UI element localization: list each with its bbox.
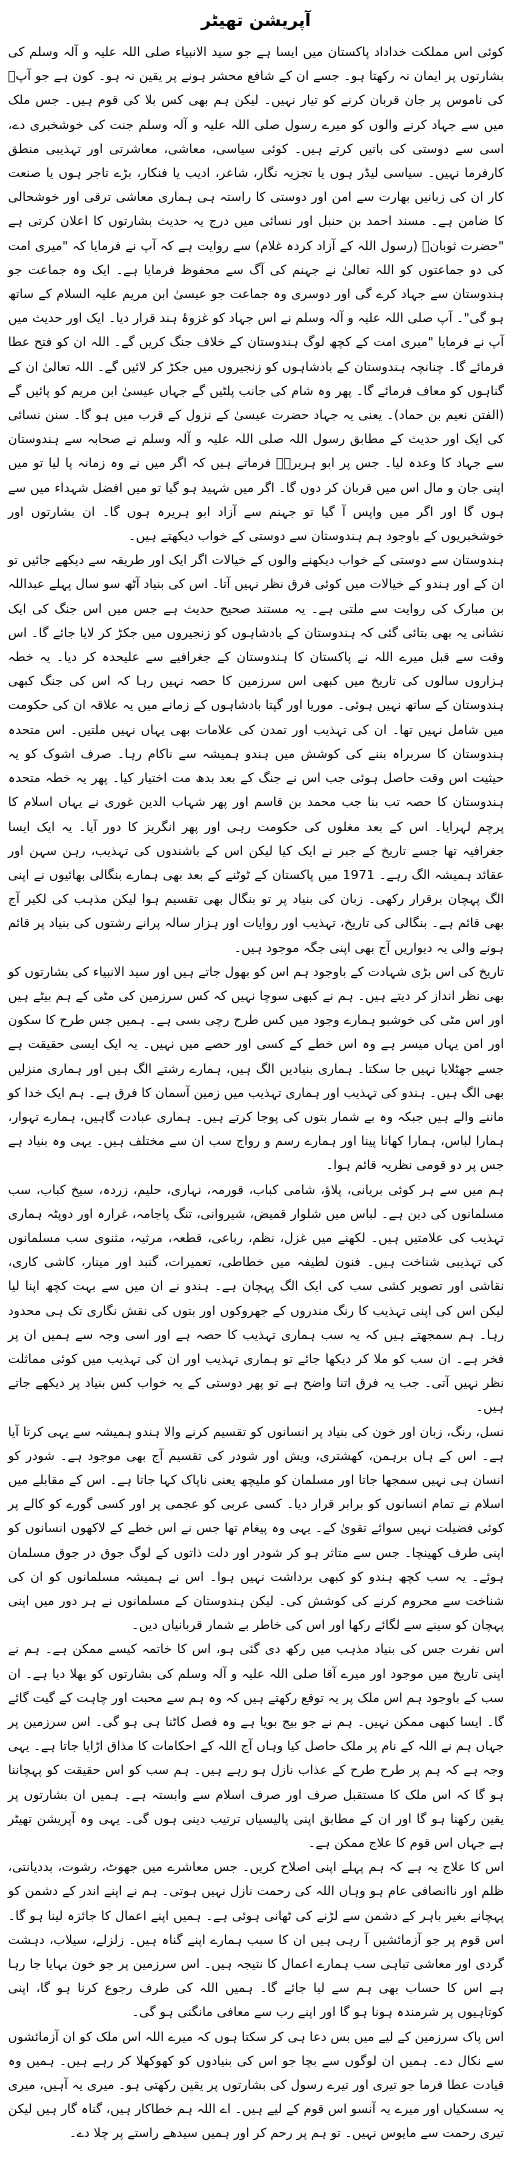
article-paragraph-4: ہم میں سے ہر کوئی بریانی، پلاؤ، شامی کباب، قورمہ، نہاری، حلیم، زردہ، سیخ کباب، سب مسلمانوں کی دین ہے۔ لباس میں شلوار قمیض، شیروانی، تنگ پاجامہ، غرارہ اور دوپٹہ ہماری تہذیب کی علامتیں ہیں۔ لکھنے میں غزل، نظم، رباعی، قطعہ، مرثیہ، مثنوی سب مسلمانوں کی تہذیبی شناخت ہیں۔ فنون لطیفہ میں خطاطی، تعمیرات، گنبد اور مینار، کاشی کاری، نقاشی اور تصویر کشی سب کی ایک الگ پہچان ہے۔ ہندو نے ان میں سے بہت کچھ اپنا لیا لیکن اس کی اپنی تہذیب کا رنگ مندروں کے جھروکوں اور بتوں کی نقش نگاری تک ہی محدود رہا۔ ہم سمجھتے ہیں کہ یہ سب ہماری تہذیب کا حصہ ہے اور اسی وجہ سے ہمیں ان پر فخر ہے۔ ان سب کو ملا کر دیکھا جائے تو ہماری تہذیب اور ان کی تہذیب میں کوئی مماثلت نظر نہیں آتی۔ جب یہ فرق اتنا واضح ہے تو پھر دوستی کے یہ خواب کس بنیاد پر دیکھے جاتے ہیں۔ <box>8 1181 504 1415</box>
article-paragraph-7: اس کا علاج یہ ہے کہ ہم پہلے اپنی اصلاح کریں۔ جس معاشرے میں جھوٹ، رشوت، بددیانتی، ظلم اور ناانصافی عام ہو وہاں اللہ کی رحمت نازل نہیں ہوتی۔ ہم نے اپنے اندر کے دشمن کو پہچانے بغیر باہر کے دشمن سے لڑنے کی ٹھانی ہوئی ہے۔ ہمیں اپنے اعمال کا جائزہ لینا ہو گا۔ اس قوم پر جو آزمائشیں آ رہی ہیں ان کا سبب ہمارے اپنے گناہ ہیں۔ زلزلے، سیلاب، دہشت گردی اور معاشی تباہی سب ہمارے اعمال کا نتیجہ ہیں۔ اس سرزمین پر جو خون بہایا جا رہا ہے اس کا حساب بھی ہم سے لیا جائے گا۔ ہمیں اللہ کی طرف رجوع کرنا ہو گا، اپنی کوتاہیوں پر شرمندہ ہونا ہو گا اور اپنے رب سے معافی مانگنی ہو گی۔ <box>8 1859 504 2020</box>
article-paragraph-6: اس نفرت جس کی بنیاد مذہب میں رکھ دی گئی ہو، اس کا خاتمہ کیسے ممکن ہے۔ ہم نے اپنی تاریخ میں موجود اور میرے آقا صلی اللہ علیہ و آلہ وسلم کی بشارتوں کو بھلا دیا ہے۔ ان سب کے باوجود ہم اس ملک پر یہ توقع رکھتے ہیں کہ وہ ہم سے محبت اور چاہت کے گیت گائے گا۔ ایسا کبھی ممکن نہیں۔ ہم نے جو بیج بویا ہے وہ فصل کاٹنا ہی ہو گی۔ اس سرزمین پر جہاں ہم نے اللہ کے نام پر ملک حاصل کیا وہاں آج اللہ کے احکامات کا مذاق اڑایا جاتا ہے۔ یہی وجہ ہے کہ ہم پر طرح طرح کے عذاب نازل ہو رہے ہیں۔ ہم سب کو اس حقیقت کو پہچاننا ہو گا کہ اس ملک کا مستقبل صرف اور صرف اسلام سے وابستہ ہے۔ ہمیں ان بشارتوں پر یقین رکھنا ہو گا اور ان کے مطابق اپنی پالیسیاں ترتیب دینی ہوں گی۔ یہی وہ آپریشن تھیٹر ہے جہاں اس قوم کا علاج ممکن ہے۔ <box>8 1641 504 1851</box>
article-paragraph-1: کوئی اس مملکت خداداد پاکستان میں ایسا ہے جو سید الانبیاء صلی اللہ علیہ و آلہ وسلم کی بشارتوں پر ایمان نہ رکھتا ہو۔ جسے ان کے شافع محشر ہونے پر یقین نہ ہو۔ کون ہے جو آپؐ کی ناموس پر جان قربان کرنے کو تیار نہیں۔ لیکن ہم بھی کس بلا کی قوم ہیں۔ جس ملک میں سے جہاد کرنے والوں کو میرے رسول صلی اللہ علیہ و آلہ وسلم جنت کی خوشخبری دے، اسی سے دوستی کی باتیں کرتے ہیں۔ کوئی سیاسی، معاشی، معاشرتی اور تہذیبی منطق کارفرما نہیں۔ سیاسی لیڈر ہوں یا تجزیہ نگار، شاعر، ادیب یا فنکار، بڑے تاجر ہوں یا صنعت کار ان کی زبانیں بھارت سے امن اور دوستی کا راستہ ہی ہماری معاشی ترقی اور خوشحالی کا ضامن ہے۔ مسند احمد بن حنبل اور نسائی میں درج یہ حدیث بشارتوں کا اعلان کرتی ہے "حضرت ثوبانؓ (رسول اللہ کے آزاد کردہ غلام) سے روایت ہے کہ آپ نے فرمایا کہ "میری امت کی دو جماعتوں کو اللہ تعالیٰ نے جہنم کی آگ سے محفوظ فرمایا ہے۔ ایک وہ جماعت جو ہندوستان سے جہاد کرے گی اور دوسری وہ جماعت جو عیسیٰ ابن مریم علیہ السلام کے ساتھ ہو گی"۔ آپ صلی اللہ علیہ و آلہ وسلم نے اس جہاد کو غزوۂ ہند قرار دیا۔ ایک اور حدیث میں آپ نے فرمایا "میری امت کے کچھ لوگ ہندوستان کے خلاف جنگ کریں گے۔ اللہ ان کو فتح عطا فرمائے گا۔ چنانچہ ہندوستان کے بادشاہوں کو زنجیروں میں جکڑ کر لائیں گے۔ اللہ تعالیٰ ان کے گناہوں کو معاف فرمائے گا۔ پھر وہ شام کی جانب پلٹیں گے جہاں عیسیٰ ابن مریم کو پائیں گے (الفتن نعیم بن حماد)۔ یعنی یہ جہاد حضرت عیسیٰ کے نزول کے قرب میں ہو گا۔ سنن نسائی کی ایک اور حدیث کے مطابق رسول اللہ صلی اللہ علیہ و آلہ وسلم نے صحابہ سے ہندوستان سے جہاد کا وعدہ لیا۔ جس پر ابو ہریرہؓ فرماتے ہیں کہ اگر میں نے وہ زمانہ پا لیا تو میں اپنی جان و مال اس میں قربان کر دوں گا۔ اگر میں شہید ہو گیا تو میں افضل شہداء میں سے ہوں گا اور اگر میں واپس آ گیا تو جہنم سے آزاد ابو ہریرہ ہوں گا۔ ان بشارتوں اور خوشخبریوں کے باوجود ہم ہندوستان سے دوستی کے خواب دیکھتے ہیں۔ <box>8 44 504 544</box>
article-paragraph-8: اس پاک سرزمین کے لیے میں بس دعا ہی کر سکتا ہوں کہ میرے اللہ اس ملک کو ان آزمائشوں سے نکال دے۔ ہمیں ان لوگوں سے بچا جو اس کی بنیادوں کو کھوکھلا کر رہے ہیں۔ ہمیں وہ قیادت عطا فرما جو تیری اور تیرے رسول کی بشارتوں پر یقین رکھتی ہو۔ میری یہ آہیں، میری یہ سسکیاں اور میرے یہ آنسو اس قوم کے لیے ہیں۔ اے اللہ ہم خطاکار ہیں، گناہ گار ہیں لیکن تیری رحمت سے مایوس نہیں۔ تو ہم پر رحم کر اور ہمیں سیدھے راستے پر چلا دے۔ <box>8 2028 504 2141</box>
article-title: آپریشن تھیٹر <box>201 11 311 31</box>
article-paragraph-5: نسل، رنگ، زبان اور خون کی بنیاد پر انسانوں کو تقسیم کرنے والا ہندو ہمیشہ سے یہی کرتا آیا ہے۔ اس کے ہاں برہمن، کھشتری، ویش اور شودر کی تقسیم آج بھی موجود ہے۔ شودر کو انسان ہی نہیں سمجھا جاتا اور مسلمان کو ملیچھ یعنی ناپاک کہا جاتا ہے۔ اس کے مقابلے میں اسلام نے تمام انسانوں کو برابر قرار دیا۔ کسی عربی کو عجمی پر اور کسی گورے کو کالے پر کوئی فضیلت نہیں سوائے تقویٰ کے۔ یہی وہ پیغام تھا جس نے اس خطے کے لاکھوں انسانوں کو اپنی طرف کھینچا۔ جس سے متاثر ہو کر شودر اور دلت ذاتوں کے لوگ جوق در جوق مسلمان ہوئے۔ یہ سب کچھ ہندو کو کبھی برداشت نہیں ہوا۔ اس نے ہمیشہ مسلمانوں کو ان کی شناخت سے محروم کرنے کی کوشش کی۔ لیکن ہندوستان کے مسلمانوں نے ہر دور میں اپنی پہچان کو سینے سے لگائے رکھا اور اس کی خاطر بے شمار قربانیاں دیں۔ <box>8 1423 504 1633</box>
article-paragraph-3: تاریخ کی اس بڑی شہادت کے باوجود ہم اس کو بھول جاتے ہیں اور سید الانبیاء کی بشارتوں کو بھی نظر انداز کر دیتے ہیں۔ ہم نے کبھی سوچا نہیں کہ کس سرزمین کی مٹی کے ہم بیٹے ہیں اور اس مٹی کی خوشبو ہمارے وجود میں کس طرح رچی بسی ہے۔ ہمیں جس طرح کا سکون اور امن یہاں میسر ہے وہ اس خطے کے کسی اور حصے میں نہیں۔ یہ ایک ایسی حقیقت ہے جسے جھٹلایا نہیں جا سکتا۔ ہماری بنیادیں الگ ہیں، ہمارے رشتے الگ ہیں اور ہماری منزلیں بھی الگ ہیں۔ ہندو کی تہذیب اور ہماری تہذیب میں زمین آسمان کا فرق ہے۔ ہم ایک خدا کو ماننے والے ہیں جبکہ وہ بے شمار بتوں کی پوجا کرتے ہیں۔ ہماری عبادت گاہیں، ہمارے تہوار، ہمارا لباس، ہمارا کھانا پینا اور ہمارے رسم و رواج سب ان سے مختلف ہیں۔ یہی وہ بنیاد ہے جس پر دو قومی نظریہ قائم ہوا۔ <box>8 963 504 1173</box>
article-paragraph-2: ہندوستان سے دوستی کے خواب دیکھنے والوں کے خیالات اگر ایک اور طریقہ سے دیکھے جائیں تو ان کے اور ہندو کے خیالات میں کوئی فرق نظر نہیں آتا۔ اس کی بنیاد آٹھ سو سال پہلے عبداللہ بن مبارک کی روایت سے ملتی ہے۔ یہ مستند صحیح حدیث ہے جس میں اس جنگ کی ایک نشانی یہ بھی بتائی گئی کہ ہندوستان کے بادشاہوں کو زنجیروں میں جکڑ کر لایا جائے گا۔ اس وقت سے قبل میرے اللہ نے پاکستان کا ہندوستان کے جغرافیے سے علیحدہ کر دیا۔ یہ خطہ ہزاروں سالوں کی تاریخ میں کبھی اس سرزمین کا حصہ نہیں رہا کہ اس کی جنگ کبھی ہندوستان کے ساتھ نہیں ہوئی۔ موریا اور گپتا بادشاہوں کے زمانے میں یہ علاقہ ان کی حکومت میں شامل نہیں تھا۔ ان کی تہذیب اور تمدن کی علامات بھی یہاں نہیں ملتیں۔ اس متحدہ ہندوستان کا سربراہ بننے کی کوشش میں ہندو ہمیشہ سے ناکام رہا۔ صرف اشوک کو یہ حیثیت اس وقت حاصل ہوئی جب اس نے جنگ کے بعد بدھ مت اختیار کیا۔ پھر یہ خطہ متحدہ ہندوستان کا حصہ تب بنا جب محمد بن قاسم اور پھر شہاب الدین غوری نے یہاں اسلام کا پرچم لہرایا۔ اس کے بعد مغلوں کی حکومت رہی اور پھر انگریز کا دور آیا۔ یہ ایک ایسا جغرافیہ تھا جسے تاریخ کے جبر نے ایک کیا لیکن اس کے باشندوں کی تہذیب، رہن سہن اور عقائد ہمیشہ الگ رہے۔ 1971 میں پاکستان کے ٹوٹنے کے بعد بھی ہمارے بنگالی بھائیوں نے اپنی الگ پہچان برقرار رکھی۔ زبان کی بنیاد پر تو بنگال بھی تقسیم ہوا لیکن مذہب کی لکیر آج بھی قائم ہے۔ بنگالی کی تاریخ، تہذیب اور روایات اور ہزار سالہ پرانے رشتوں کی بنیاد پر قائم ہونے والی یہ دیواریں آج بھی اپنی جگہ موجود ہیں۔ <box>8 552 504 955</box>
